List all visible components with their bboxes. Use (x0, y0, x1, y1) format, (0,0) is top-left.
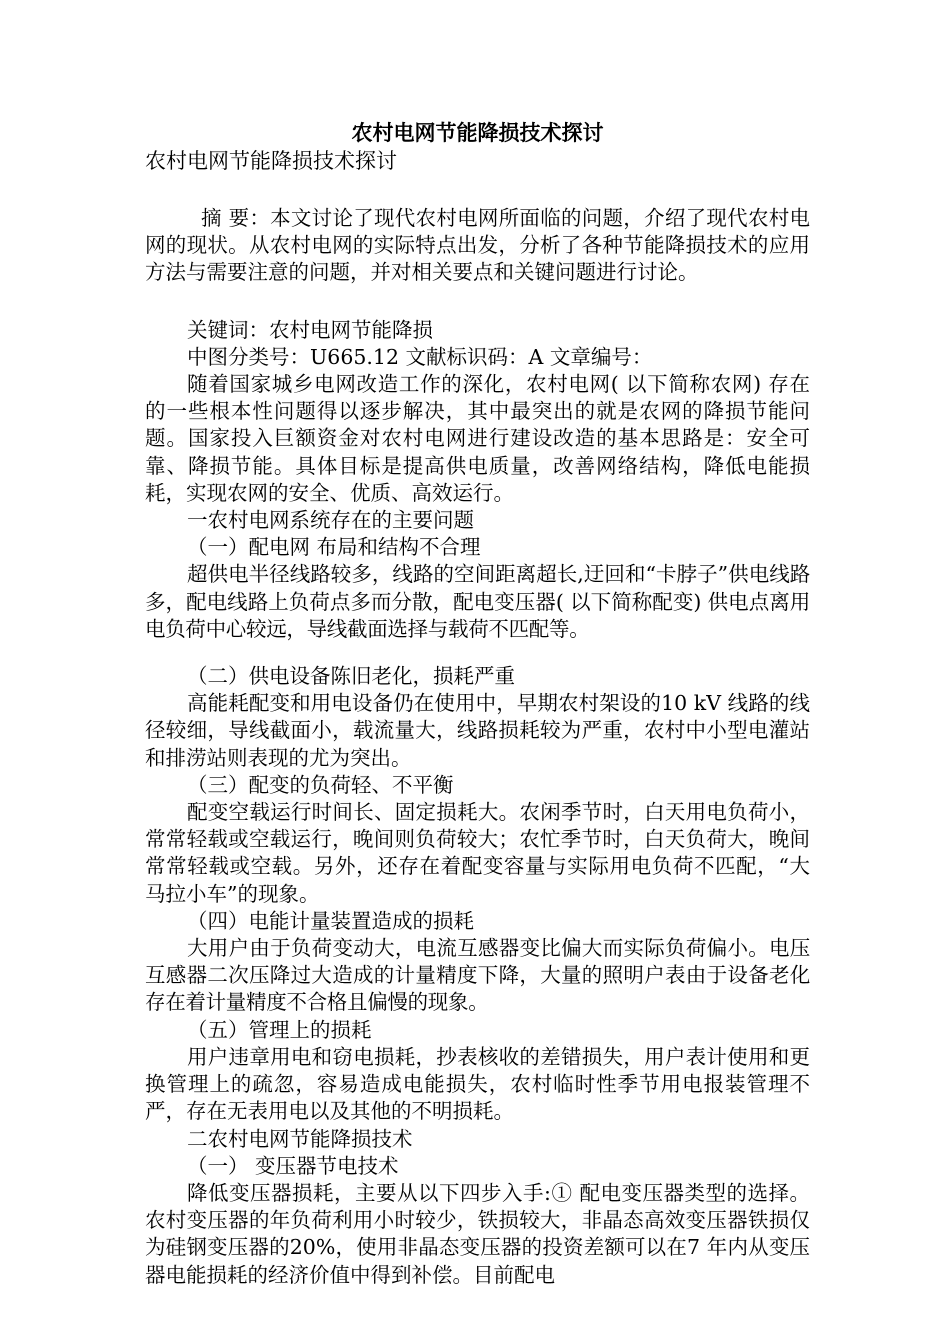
section-2-sub-1-body: 降低变压器损耗，主要从以下四步入手:① 配电变压器类型的选择。农村变压器的年负荷利用小时较少，铁损较大，非晶态高效变压器铁损仅为硅钢变压器的20%，使用非晶态变压器的投资差额可以在7 年内从变压器电能损耗的经济价值中得到补偿。目前配电 (145, 1180, 810, 1287)
section-1-sub-3-heading: （三）配变的负荷轻、不平衡 (187, 772, 454, 797)
section-1-sub-1-heading: （一）配电网 布局和结构不合理 (187, 535, 481, 560)
section-2-heading: 二农村电网节能降损技术 (187, 1126, 413, 1151)
section-1-sub-2-heading: （二）供电设备陈旧老化，损耗严重 (187, 664, 515, 689)
section-1-sub-2-body: 高能耗配变和用电设备仍在使用中，早期农村架设的10 kV 线路的线径较细，导线截面小，载流量大，线路损耗较为严重，农村中小型电灌站和排涝站则表现的尤为突出。 (145, 691, 810, 770)
section-1-sub-5-body: 用户违章用电和窃电损耗，抄表核收的差错损失，用户表计使用和更换管理上的疏忽，容易造成电能损失，农村临时性季节用电报装管理不严，存在无表用电以及其他的不明损耗。 (145, 1044, 810, 1124)
classification-line: 中图分类号：U665.12 文献标识码：A 文章编号： (187, 344, 653, 369)
keywords-line: 关键词：农村电网节能降损 (187, 317, 433, 342)
section-1-sub-4-heading: （四）电能计量装置造成的损耗 (187, 908, 474, 933)
document-subtitle: 农村电网节能降损技术探讨 (145, 149, 397, 173)
section-1-heading: 一农村电网系统存在的主要问题 (187, 508, 474, 533)
intro-paragraph: 随着国家城乡电网改造工作的深化，农村电网( 以下简称农网) 存在的一些根本性问题得以逐步解决，其中最突出的就是农网的降损节能问题。国家投入巨额资金对农村电网进行建设改造的基本思路是：安全可靠、降损节能。具体目标是提高供电质量，改善网络结构，降低电能损耗，实现农网的安全、优质、高效运行。 (145, 372, 810, 505)
section-1-sub-4-body: 大用户由于负荷变动大，电流互感器变比偏大而实际负荷偏小。电压互感器二次压降过大造成的计量精度下降，大量的照明户表由于设备老化存在着计量精度不合格且偏慢的现象。 (145, 936, 810, 1015)
section-2-sub-1-heading: （一） 变压器节电技术 (187, 1153, 399, 1178)
abstract-paragraph: 摘 要：本文讨论了现代农村电网所面临的问题，介绍了现代农村电网的现状。从农村电网的实际特点出发，分析了各种节能降损技术的应用方法与需要注意的问题，并对相关要点和关键问题进行讨论。 (145, 206, 810, 285)
document-page (145, 118, 810, 1289)
section-1-sub-3-body: 配变空载运行时间长、固定损耗大。农闲季节时，白天用电负荷小，常常轻载或空载运行，晚间则负荷较大；农忙季节时，白天负荷大，晚间常常轻载或空载。另外，还存在着配变容量与实际用电负荷不匹配，“大马拉小车”的现象。 (145, 800, 810, 906)
section-1-sub-5-heading: （五）管理上的损耗 (187, 1017, 372, 1042)
document-title: 农村电网节能降损技术探讨 (351, 120, 604, 145)
section-1-sub-1-body: 超供电半径线路较多，线路的空间距离超长,迂回和“卡脖子”供电线路多，配电线路上负荷点多而分散，配电变压器( 以下简称配变) 供电点离用电负荷中心较远，导线截面选择与载荷不匹配等。 (145, 562, 810, 641)
